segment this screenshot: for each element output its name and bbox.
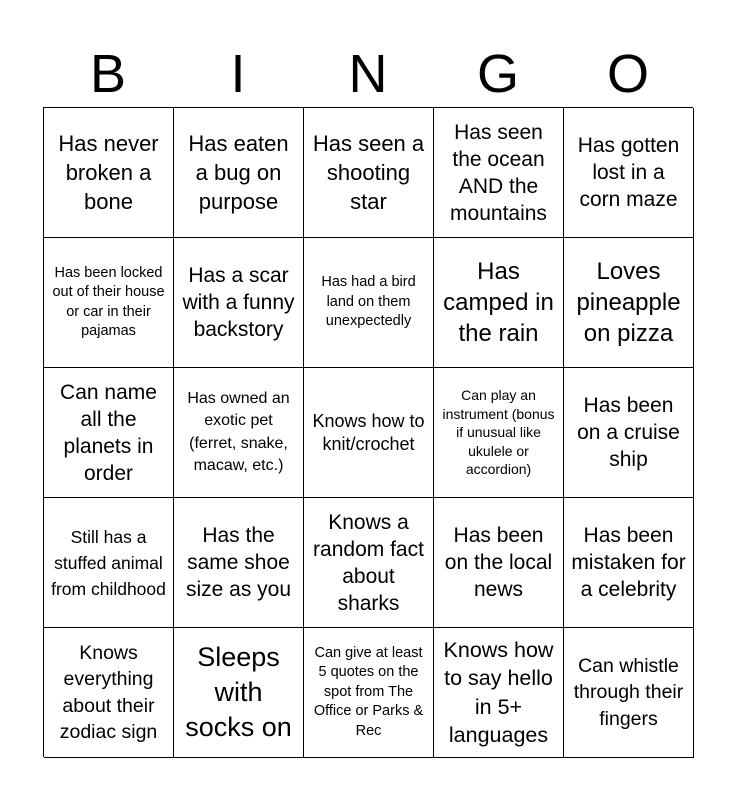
bingo-cell[interactable]	[44, 368, 174, 498]
header-letter-b: B	[89, 44, 127, 104]
cell-label: Knows everything about their zodiac sign	[59, 641, 158, 743]
cell-label: Has camped in the rain	[443, 258, 554, 347]
cell-label: Still has a stuffed animal from childhood	[51, 526, 166, 599]
cell-label: Has been locked out of their house or car in their pajamas	[52, 264, 165, 339]
bingo-cell[interactable]	[434, 238, 564, 368]
bingo-cell[interactable]	[174, 628, 304, 758]
bingo-cell[interactable]	[304, 238, 434, 368]
bingo-cell[interactable]	[434, 108, 564, 238]
header-letter-n: N	[348, 44, 388, 104]
header-letter-g: G	[476, 44, 519, 104]
cell-label: Has a scar with a funny backstory	[182, 264, 295, 341]
bingo-cell[interactable]	[174, 498, 304, 628]
bingo-grid	[43, 107, 693, 757]
cell-label: Knows a random fact about sharks	[313, 510, 424, 615]
cell-label: Has been mistaken for a celebrity	[571, 524, 686, 601]
cell-label: Has been on a cruise ship	[577, 394, 680, 471]
bingo-cell[interactable]	[44, 628, 174, 758]
cell-label: Can play an instrument (bonus if unusual like ukulele or accordion)	[442, 387, 555, 478]
cell-label: Has seen a shooting star	[312, 131, 425, 214]
bingo-cell[interactable]	[304, 628, 434, 758]
bingo-cell[interactable]	[174, 368, 304, 498]
bingo-cell[interactable]	[564, 238, 694, 368]
cell-label: Has owned an exotic pet (ferret, snake, macaw, etc.)	[187, 389, 290, 474]
bingo-cell[interactable]	[44, 498, 174, 628]
bingo-header	[43, 40, 693, 108]
bingo-cell[interactable]	[44, 108, 174, 238]
bingo-cell[interactable]	[564, 368, 694, 498]
cell-label: Has seen the ocean AND the mountains	[450, 120, 547, 225]
cell-label: Has eaten a bug on purpose	[188, 131, 289, 214]
cell-label: Can whistle through their fingers	[573, 654, 684, 730]
cell-label: Knows how to knit/crochet	[312, 410, 425, 454]
bingo-cell[interactable]	[434, 368, 564, 498]
bingo-cell[interactable]	[304, 368, 434, 498]
bingo-cell[interactable]	[564, 628, 694, 758]
cell-label: Can give at least 5 quotes on the spot from The Office or Parks & Rec	[313, 644, 424, 739]
cell-label: Loves pineapple on pizza	[576, 258, 681, 347]
bingo-cell[interactable]	[564, 498, 694, 628]
bingo-cell[interactable]	[44, 238, 174, 368]
bingo-cell[interactable]	[434, 628, 564, 758]
bingo-cell[interactable]	[174, 238, 304, 368]
cell-label: Has never broken a bone	[58, 131, 159, 214]
header-letter-o: O	[606, 44, 649, 104]
cell-label: Has gotten lost in a corn maze	[577, 134, 680, 211]
bingo-cell[interactable]	[564, 108, 694, 238]
cell-label: Has been on the local news	[444, 524, 553, 601]
bingo-cell[interactable]	[174, 108, 304, 238]
cell-label: Knows how to say hello in 5+ languages	[443, 637, 554, 747]
cell-label: Has had a bird land on them unexpectedly	[321, 274, 416, 330]
bingo-cell[interactable]	[434, 498, 564, 628]
bingo-cell[interactable]	[304, 108, 434, 238]
bingo-cell[interactable]	[304, 498, 434, 628]
header-letter-i: I	[230, 44, 246, 104]
cell-label: Has the same shoe size as you	[185, 524, 292, 601]
cell-label: Can name all the planets in order	[60, 380, 157, 485]
cell-label: Sleeps with socks on	[185, 642, 292, 742]
